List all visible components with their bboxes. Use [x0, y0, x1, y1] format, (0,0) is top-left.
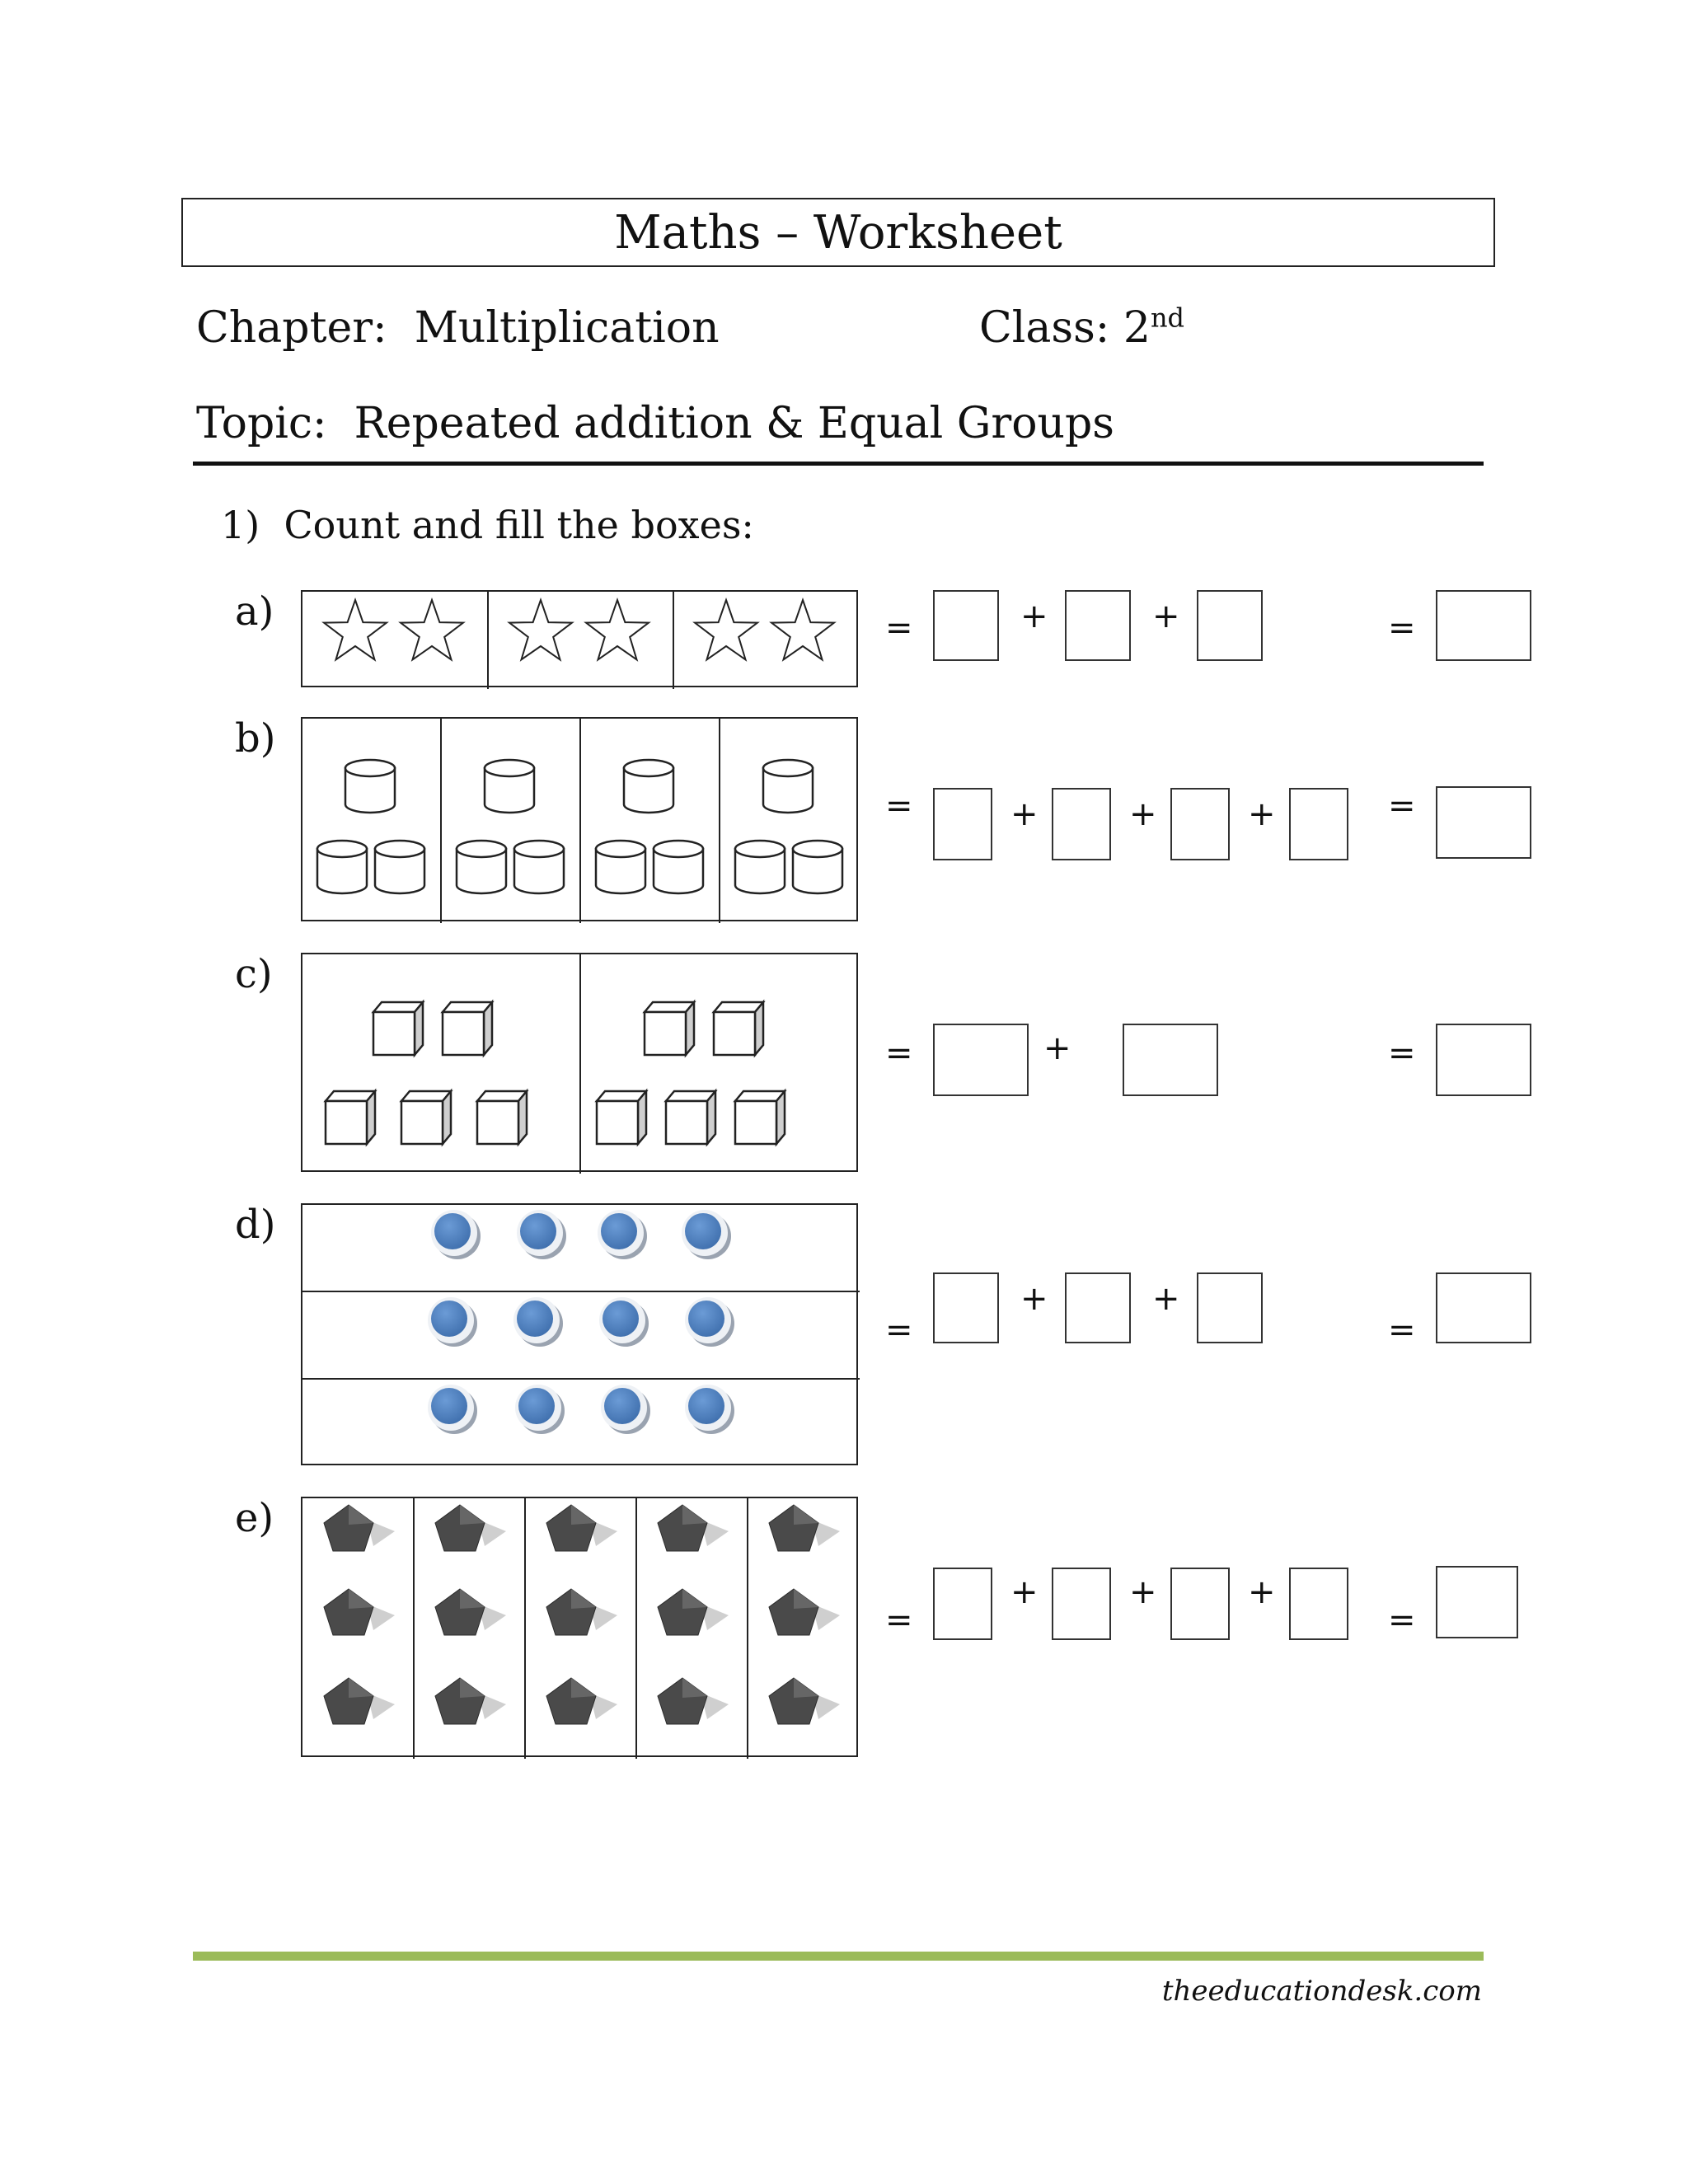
plus-sign: +: [1248, 1573, 1276, 1611]
answer-box[interactable]: [933, 1024, 1029, 1096]
cylinder-icon: [345, 760, 395, 813]
blue-dot-icon: [601, 1385, 650, 1434]
answer-box[interactable]: [1289, 1568, 1348, 1640]
pentagon-icon: [324, 1589, 395, 1635]
plus-sign: +: [1129, 795, 1157, 833]
answer-box[interactable]: [1170, 788, 1230, 860]
topic-label: Topic:: [196, 399, 327, 448]
equals-sign: =: [885, 787, 913, 825]
cube-icon: [373, 1002, 423, 1055]
pentagon-icon: [546, 1589, 617, 1635]
equals-sign: =: [885, 1311, 913, 1349]
class-line: [979, 303, 1184, 353]
exercise-b-label: b): [235, 715, 276, 762]
class-suffix: nd: [1150, 302, 1185, 334]
equals-sign: =: [885, 1601, 913, 1639]
exercise-e-label: e): [235, 1495, 274, 1541]
pentagon-icon: [546, 1678, 617, 1724]
footer-divider: [193, 1952, 1484, 1961]
plus-sign: +: [1043, 1029, 1071, 1067]
blue-dot-icon: [515, 1385, 565, 1434]
answer-box[interactable]: [1289, 788, 1348, 860]
pentagon-icon: [324, 1678, 395, 1724]
answer-box[interactable]: [933, 1568, 992, 1640]
cube-icon: [597, 1091, 646, 1144]
exercise-a-label: a): [235, 588, 274, 635]
star-icon: [695, 600, 757, 659]
cylinder-icon: [624, 760, 673, 813]
cube-icon: [477, 1091, 527, 1144]
class-value: 2: [1123, 303, 1151, 353]
answer-box[interactable]: [1123, 1024, 1218, 1096]
exercise-e-panel: [301, 1497, 858, 1757]
answer-box[interactable]: [933, 590, 999, 661]
footer-site: theeducationdesk.com: [1161, 1975, 1482, 2008]
equals-sign: =: [1388, 787, 1416, 825]
pentagon-icon: [435, 1505, 506, 1551]
cube-icon: [401, 1091, 451, 1144]
equals-sign: =: [1388, 1601, 1416, 1639]
cube-icon: [666, 1091, 715, 1144]
star-icon: [324, 600, 387, 659]
chapter-label: Chapter:: [196, 303, 387, 353]
question-heading: [221, 503, 754, 547]
pentagon-icon: [435, 1678, 506, 1724]
blue-dot-icon: [599, 1297, 649, 1347]
class-label: Class:: [979, 303, 1110, 353]
blue-dot-icon: [685, 1385, 734, 1434]
equals-sign: =: [885, 1034, 913, 1072]
plus-sign: +: [1129, 1573, 1157, 1611]
exercise-b-drawing: [302, 719, 860, 923]
pentagon-icon: [546, 1505, 617, 1551]
total-answer-box[interactable]: [1436, 1024, 1531, 1096]
exercise-d-drawing: [302, 1205, 860, 1467]
answer-box[interactable]: [1065, 1272, 1131, 1343]
cylinder-icon: [793, 841, 842, 893]
exercise-d-panel: [301, 1203, 858, 1465]
exercise-c-label: c): [235, 951, 273, 997]
plus-sign: +: [1010, 795, 1039, 833]
plus-sign: +: [1010, 1573, 1039, 1611]
topic-value: Repeated addition & Equal Groups: [354, 399, 1114, 448]
chapter-line: [196, 303, 720, 353]
worksheet-title: [181, 198, 1495, 267]
blue-dot-icon: [428, 1385, 477, 1434]
cube-icon: [735, 1091, 785, 1144]
exercise-a-drawing: [302, 592, 860, 689]
star-icon: [401, 600, 463, 659]
answer-box[interactable]: [933, 1272, 999, 1343]
cylinder-icon: [485, 760, 534, 813]
plus-sign: +: [1248, 795, 1276, 833]
equals-sign: =: [885, 609, 913, 647]
total-answer-box[interactable]: [1436, 786, 1531, 859]
cylinder-icon: [654, 841, 703, 893]
blue-dot-icon: [517, 1210, 566, 1259]
total-answer-box[interactable]: [1436, 1566, 1518, 1638]
exercise-c-panel: [301, 953, 858, 1172]
exercise-e-drawing: [302, 1498, 860, 1759]
cylinder-icon: [457, 841, 506, 893]
pentagon-icon: [324, 1505, 395, 1551]
cylinder-icon: [317, 841, 367, 893]
blue-dot-icon: [428, 1297, 477, 1347]
star-icon: [771, 600, 834, 659]
total-answer-box[interactable]: [1436, 1272, 1531, 1343]
pentagon-icon: [658, 1678, 729, 1724]
pentagon-icon: [658, 1505, 729, 1551]
header-divider: [193, 462, 1484, 466]
total-answer-box[interactable]: [1436, 590, 1531, 661]
chapter-value: Multiplication: [414, 303, 720, 353]
plus-sign: +: [1020, 598, 1048, 635]
equals-sign: =: [1388, 1034, 1416, 1072]
plus-sign: +: [1152, 598, 1180, 635]
pentagon-icon: [658, 1589, 729, 1635]
pentagon-icon: [769, 1589, 840, 1635]
equals-sign: =: [1388, 609, 1416, 647]
star-icon: [509, 600, 572, 659]
answer-box[interactable]: [933, 788, 992, 860]
cylinder-icon: [514, 841, 564, 893]
plus-sign: +: [1020, 1280, 1048, 1318]
blue-dot-icon: [685, 1297, 734, 1347]
blue-dot-icon: [513, 1297, 563, 1347]
answer-box[interactable]: [1052, 788, 1111, 860]
equals-sign: =: [1388, 1311, 1416, 1349]
cylinder-icon: [596, 841, 645, 893]
cube-icon: [645, 1002, 694, 1055]
exercise-a-panel: [301, 590, 858, 687]
exercise-c-drawing: [302, 954, 860, 1174]
cylinder-icon: [763, 760, 813, 813]
answer-box[interactable]: [1170, 1568, 1230, 1640]
question-prompt: Count and fill the boxes:: [284, 503, 754, 547]
cube-icon: [714, 1002, 763, 1055]
cube-icon: [443, 1002, 492, 1055]
exercise-b-panel: [301, 717, 858, 921]
question-number: 1): [221, 503, 260, 547]
pentagon-icon: [435, 1589, 506, 1635]
blue-dot-icon: [598, 1210, 647, 1259]
plus-sign: +: [1152, 1280, 1180, 1318]
cylinder-icon: [735, 841, 785, 893]
answer-box[interactable]: [1197, 590, 1263, 661]
pentagon-icon: [769, 1505, 840, 1551]
answer-box[interactable]: [1065, 590, 1131, 661]
answer-box[interactable]: [1052, 1568, 1111, 1640]
exercise-d-label: d): [235, 1202, 276, 1248]
blue-dot-icon: [431, 1210, 481, 1259]
topic-line: [196, 399, 1114, 448]
blue-dot-icon: [682, 1210, 731, 1259]
answer-box[interactable]: [1197, 1272, 1263, 1343]
pentagon-icon: [769, 1678, 840, 1724]
cube-icon: [326, 1091, 375, 1144]
cylinder-icon: [375, 841, 424, 893]
star-icon: [586, 600, 649, 659]
worksheet-title-text: Maths – Worksheet: [614, 205, 1062, 260]
